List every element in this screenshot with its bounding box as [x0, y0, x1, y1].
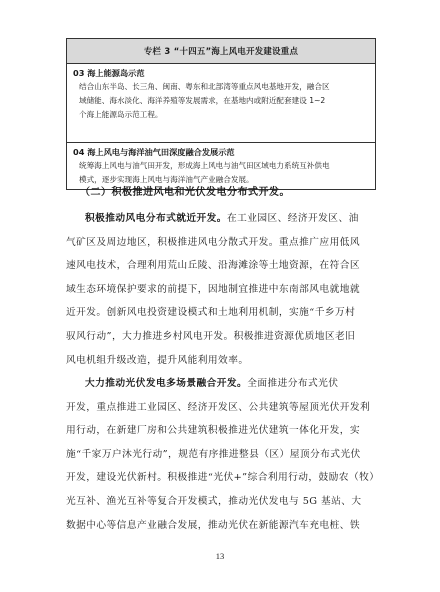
paragraph-lead: 大力推动光伏发电多场景融合开发。 — [85, 378, 248, 389]
paragraph-line: 风电机组升级改造，提升风能利用效率。 — [66, 354, 249, 366]
section-line: 个海上能源岛示范工程。 — [79, 110, 163, 119]
paragraph-solar — [66, 372, 382, 537]
section-line: 结合山东半岛、长三角、闽南、粤东和北部湾等重点风电基地开发，融合区 — [79, 82, 330, 91]
section-body — [73, 80, 369, 122]
paragraph-line: 气矿区及周边地区，积极推进风电分散式开发。重点推广应用低风 — [66, 236, 360, 248]
section-line: 模式，逐步实现海上风电与海洋油气产业融合发展。 — [79, 175, 254, 184]
paragraph-first-line — [66, 207, 382, 231]
section-title: 03 海上能源岛示范 — [73, 68, 145, 78]
paragraph-wind — [66, 207, 382, 372]
paragraph-line: 驭风行动”，大力推进乡村风电开发。积极推进资源优质地区老旧 — [66, 330, 356, 342]
column-section-energy-island — [67, 64, 375, 142]
paragraph-first-line — [66, 372, 382, 396]
column-section-oil-gas-integration — [67, 142, 375, 189]
column-box — [66, 38, 376, 190]
page-number: 13 — [215, 551, 225, 561]
section-title: 04 海上风电与海洋油气田深度融合发展示范 — [73, 147, 235, 157]
paragraph-line: 用行动，在新建厂房和公共建筑积极推进光伏建筑一体化开发，实 — [66, 425, 360, 437]
paragraph-line: 施“千家万户沐光行动”，规范有序推进整县（区）屋顶分布式光伏 — [66, 448, 361, 460]
section-heading: （二）积极推进风电和光伏发电分布式开发。 — [80, 187, 290, 198]
column-box-title: 专栏 3 “十四五”海上风电开发建设重点 — [67, 39, 375, 64]
paragraph-text: 全面推进分布式光伏 — [247, 378, 339, 389]
paragraph-lead: 积极推动风电分布式就近开发。 — [85, 213, 227, 224]
section-line: 统筹海上风电与油气田开发，形成海上风电与油气田区域电力系统互补供电 — [79, 161, 330, 170]
paragraph-line: 速风电技术，合理利用荒山丘陵、沿海滩涂等土地资源，在符合区 — [66, 260, 360, 272]
paragraph-line: 光互补、渔光互补等复合开发模式，推动光伏发电与 5G 基站、大 — [66, 495, 362, 507]
paragraph-line: 开发，重点推进工业园区、经济开发区、公共建筑等屋顶光伏开发利 — [66, 401, 371, 413]
section-line: 域储能、海水淡化、海洋养殖等发展需求，在基地内或附近配套建设 1~2 — [79, 96, 326, 105]
paragraph-line: 域生态环境保护要求的前提下，因地制宜推进中东南部风电就地就 — [66, 283, 360, 295]
paragraph-line: 近开发。创新风电投资建设模式和土地利用机制，实施“千乡万村 — [66, 307, 356, 319]
paragraph-text: 在工业园区、经济开发区、油 — [226, 213, 359, 224]
paragraph-line: 数据中心等信息产业融合发展，推动光伏在新能源汽车充电桩、铁 — [66, 519, 360, 531]
paragraph-line: 开发，建设光伏新村。积极推进“光伏+”综合利用行动，鼓励农（牧） — [66, 472, 380, 484]
